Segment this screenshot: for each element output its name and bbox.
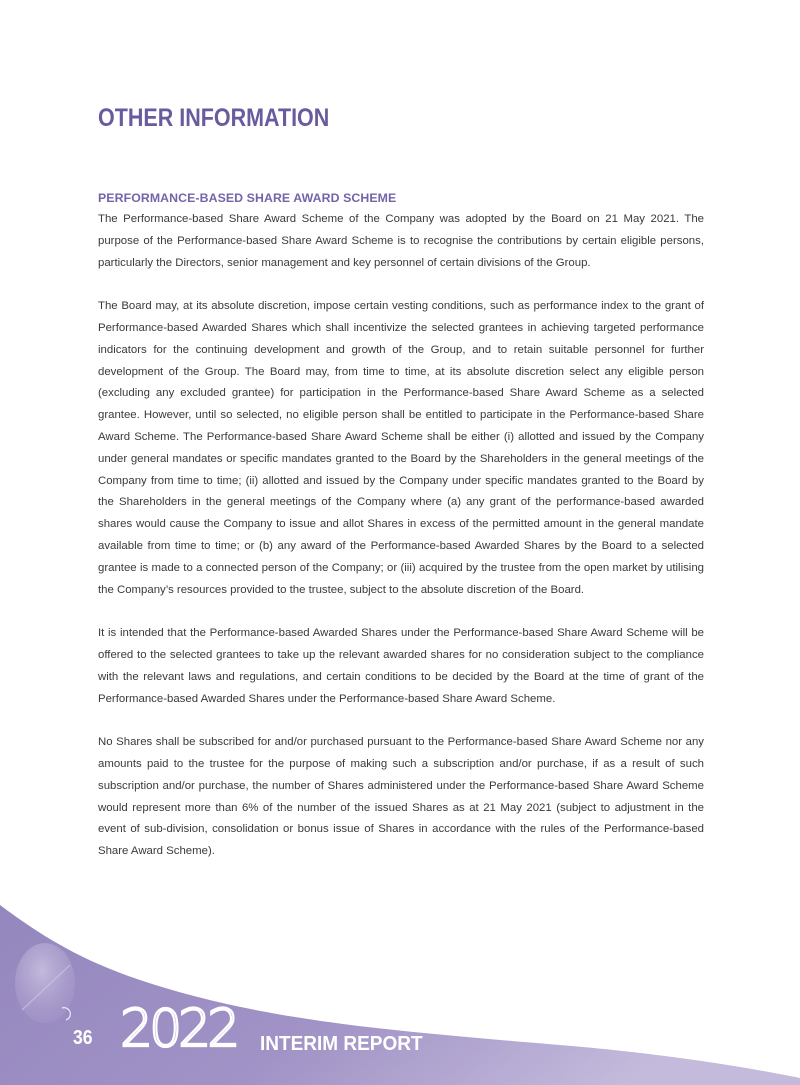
report-label: INTERIM REPORT: [260, 1033, 423, 1055]
report-year: [120, 999, 237, 1059]
page-number: 36: [73, 1027, 93, 1049]
page-title: OTHER INFORMATION: [98, 104, 330, 132]
section-heading: PERFORMANCE-BASED SHARE AWARD SCHEME: [98, 191, 397, 205]
section-body: [98, 209, 704, 885]
paragraph-share-limit: No Shares shall be subscribed for and/or purchased pursuant to the Performance-based Share Award Scheme nor any amounts paid to the trustee for the purpose of making such a subscription and/or purchase, if as a result of such subscription and/or purchase, the number of Shares administered under the Performance-based Share Award Scheme would represent more than 6% of the number of the issued Shares as at 21 May 2021 (subject to adjustment in the event of sub-division, consolidation or bonus issue of Shares in accordance with the rules of the Performance-based Share Award Scheme).: [98, 736, 704, 858]
paragraph-vesting-conditions: The Board may, at its absolute discretion, impose certain vesting conditions, such as performance index to the grant of Performance-based Awarded Shares which shall incentivize the selected grantees in achieving targeted performance indicators for the continuing development and growth of the Group, and to retain suitable personnel for further development of the Group. The Board may, from time to time, at its absolute discretion select any eligible person (excluding any excluded grantee) for participation in the Performance-based Share Award Scheme as a selected grantee. However, until so selected, no eligible person shall be entitled to participate in the Performance-based Share Award Scheme. The Performance-based Share Award Scheme shall be either (i) allotted and issued by the Company under general mandates or specific mandates granted to the Board by the Shareholders in the general meetings of the Company from time to time; (ii) allotted and issued by the Company under specific mandates granted to the Board by the Shareholders in the general meetings of the Company where (a) any grant of the performance-based awarded shares would cause the Company to issue and allot Shares in excess of the permitted amount in the general mandate available from time to time; or (b) any award of the Performance-based Awarded Shares by the Board to a selected grantee is made to a connected person of the Company; or (iii) acquired by the trustee from the open market by utilising the Company’s resources provided to the trustee, subject to the absolute discretion of the Board.: [98, 300, 704, 596]
paragraph-adoption: The Performance-based Share Award Scheme of the Company was adopted by the Board on 21 May 2021. The purpose of the Performance-based Share Award Scheme is to recognise the contributions by certain eligible persons, particularly the Directors, senior management and key personnel of certain divisions of the Group.: [98, 213, 704, 269]
paragraph-offer-terms: It is intended that the Performance-based Awarded Shares under the Performance-based Share Award Scheme will be offered to the selected grantees to take up the relevant awarded shares for no consideration subject to the compliance with the relevant laws and regulations, and certain conditions to be decided by the Board at the time of grant of the Performance-based Awarded Shares under the Performance-based Share Award Scheme.: [98, 627, 704, 705]
report-year-text: 2022: [120, 999, 237, 1059]
